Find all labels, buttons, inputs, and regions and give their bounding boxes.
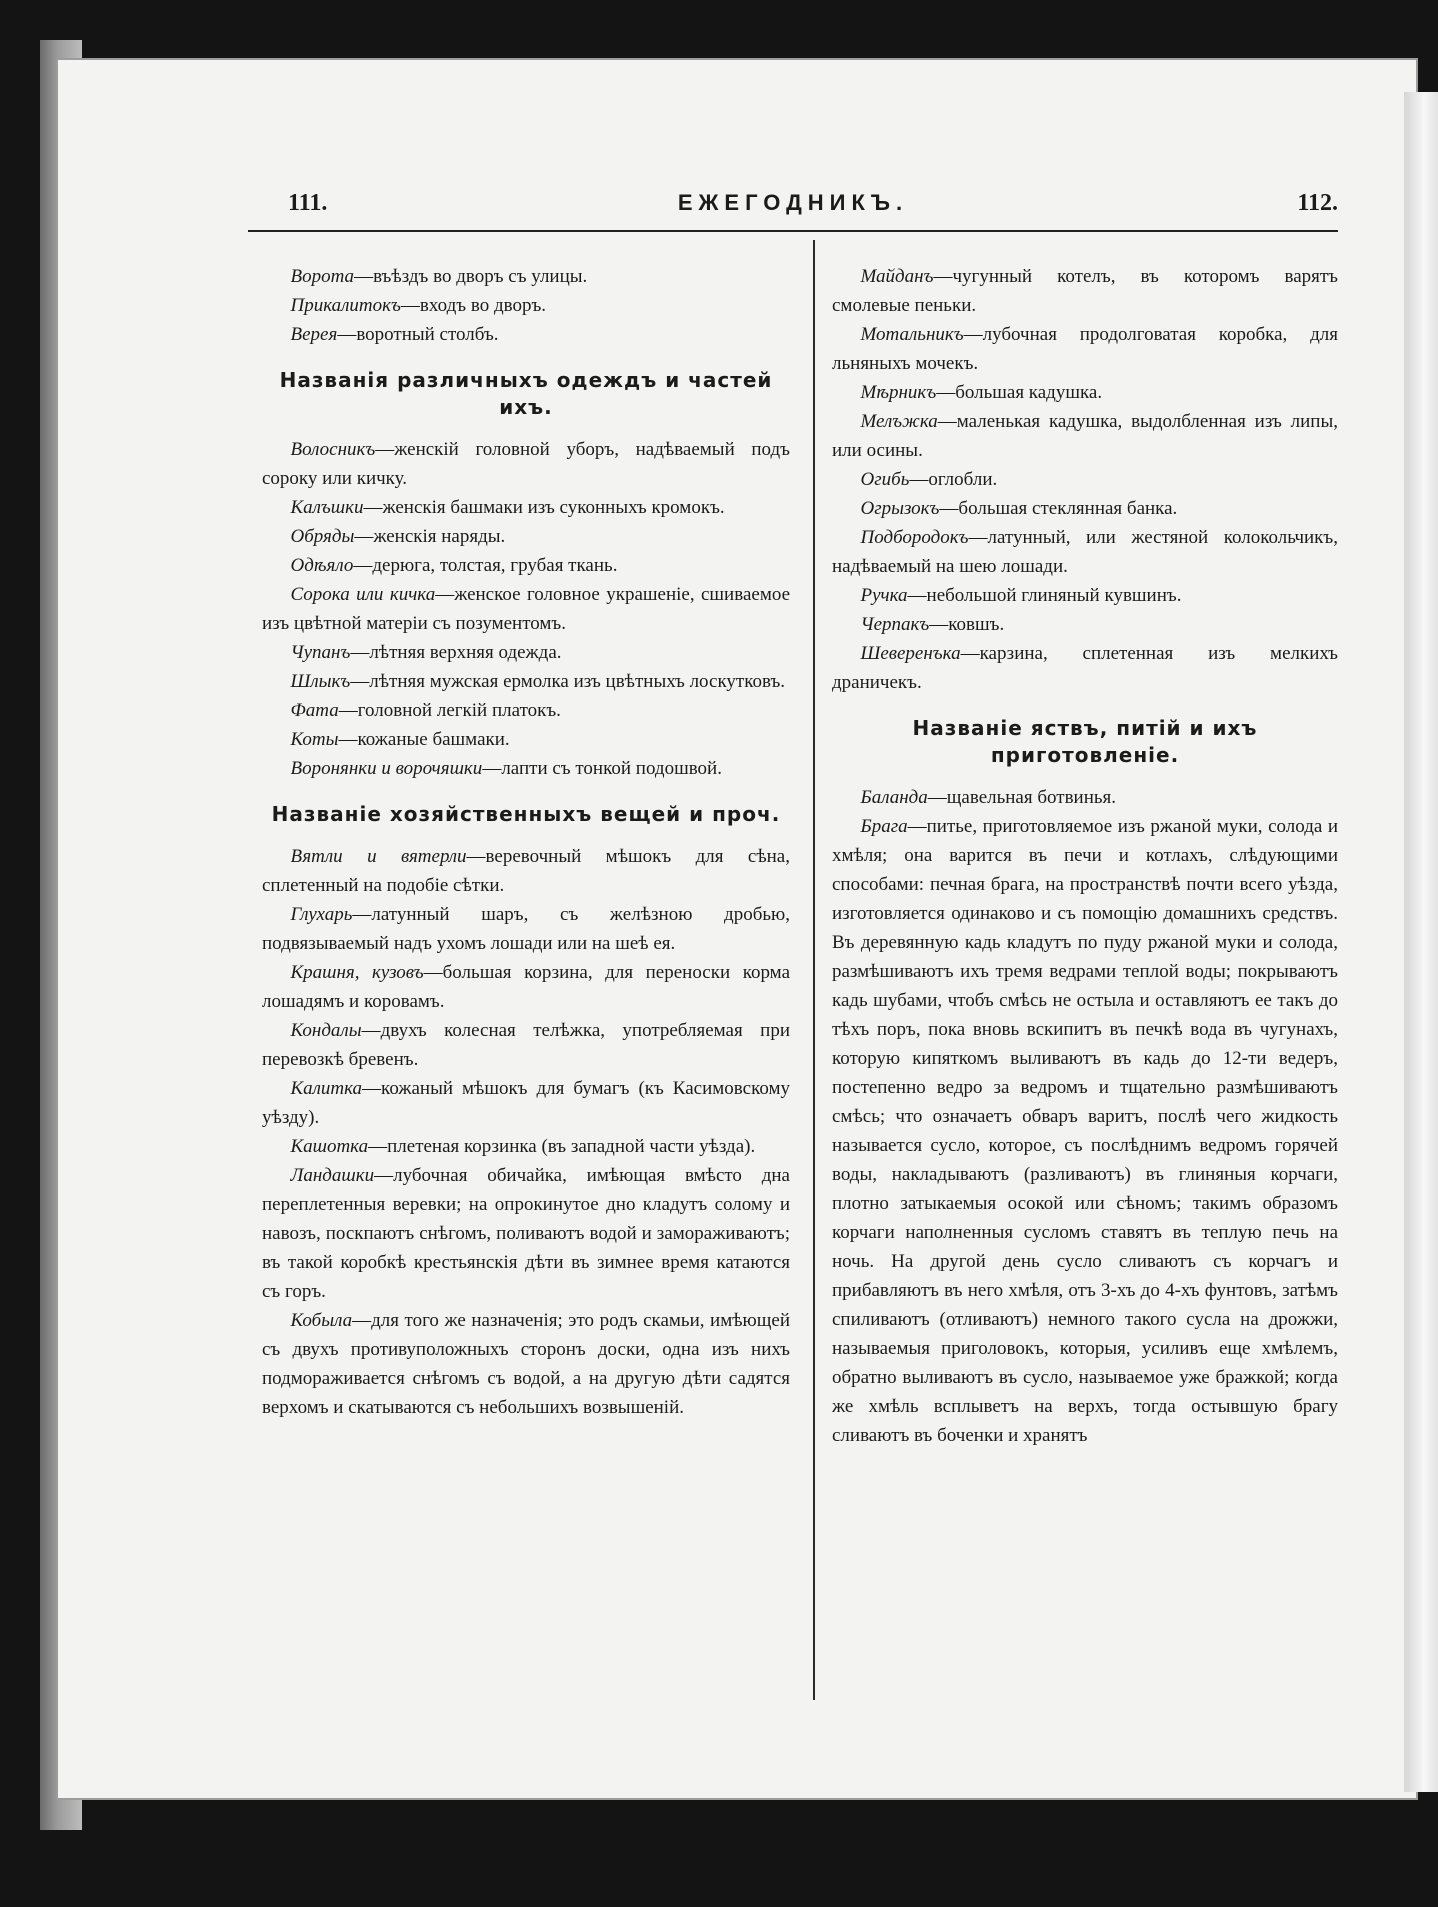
entry-definition: —женскія башмаки изъ суконныхъ кромокъ.	[363, 497, 725, 518]
section-heading: Названія различныхъ одеждъ и частей ихъ.	[279, 368, 773, 419]
entry-term: Обряды	[290, 526, 355, 547]
entry-definition: —плетеная корзинка (въ западной части уѣзда).	[368, 1136, 756, 1157]
entry-term: Шеверенъка	[860, 643, 961, 664]
entry-definition: —лѣтняя верхняя одежда.	[350, 642, 562, 663]
section-heading: Названіе яствъ, питій и ихъ приготовленіе.	[912, 716, 1258, 767]
entry-definition: —большая корзина, для переноски корма лошадямъ и коровамъ.	[262, 962, 791, 1012]
entry-definition: —щавельная ботвинья.	[927, 787, 1117, 808]
entry-term: Фата	[290, 700, 339, 721]
entry-definition: —большая стеклянная банка.	[939, 498, 1178, 519]
glossary-entry	[262, 667, 790, 696]
glossary-entry	[262, 580, 790, 638]
glossary-entry	[262, 1016, 790, 1074]
page-number-right: 112.	[1297, 190, 1338, 216]
entry-definition: —головной легкій платокъ.	[338, 700, 561, 721]
entry-definition: —женскій головной уборъ, надѣваемый подъ сороку или кичку.	[262, 439, 790, 489]
glossary-entry	[262, 493, 790, 522]
glossary-entry	[832, 639, 1338, 697]
entry-term: Огибь	[860, 469, 910, 490]
entry-term: Мѣрникъ	[860, 382, 937, 403]
glossary-entry	[262, 522, 790, 551]
entry-definition: —маленькая кадушка, выдолбленная изъ липы, или осины.	[832, 411, 1338, 461]
glossary-entry	[832, 262, 1338, 320]
entry-term: Глухарь	[290, 904, 353, 925]
glossary-entry	[262, 842, 790, 900]
entry-definition: —латунный шаръ, съ желѣзною дробью, подвязываемый надъ ухомъ лошади или на шеѣ ея.	[262, 904, 790, 954]
glossary-entry	[832, 523, 1338, 581]
entry-term: Мотальникъ	[860, 324, 964, 345]
entry-term: Кондалы	[290, 1020, 362, 1041]
glossary-entry	[262, 1161, 790, 1306]
entry-term: Прикалитокъ	[290, 295, 401, 316]
entry-term: Одѣяло	[290, 555, 354, 576]
entry-term: Ручка	[860, 585, 908, 606]
entry-term: Черпакъ	[860, 614, 930, 635]
entry-definition: —чугунный котелъ, въ которомъ варятъ смолевые пеньки.	[832, 266, 1338, 316]
glossary-entry	[832, 407, 1338, 465]
glossary-entry	[262, 551, 790, 580]
entry-definition: —оглобли.	[909, 469, 998, 490]
entry-definition: —лубочная продолговатая коробка, для льняныхъ мочекъ.	[832, 324, 1338, 374]
glossary-entry	[832, 812, 1338, 1450]
entry-term: Чупанъ	[290, 642, 351, 663]
entry-definition: —женскія наряды.	[354, 526, 506, 547]
glossary-entry	[262, 696, 790, 725]
header-rule	[248, 230, 1338, 232]
entry-definition: —большая кадушка.	[936, 382, 1103, 403]
glossary-entry	[832, 783, 1338, 812]
entry-term: Баланда	[860, 787, 928, 808]
entry-term: Сорока или кичка	[290, 584, 436, 605]
entry-term: Воронянки и ворочяшки	[290, 758, 483, 779]
entry-term: Майданъ	[860, 266, 934, 287]
entry-definition: —въѣздъ во дворъ съ улицы.	[354, 266, 588, 287]
glossary-entry	[262, 320, 790, 349]
entry-term: Волосникъ	[290, 439, 376, 460]
page-number-left: 111.	[288, 190, 328, 216]
right-column	[832, 262, 1338, 1450]
glossary-entry	[262, 1074, 790, 1132]
glossary-entry	[262, 754, 790, 783]
entry-term: Подбородокъ	[860, 527, 969, 548]
entry-definition: —женское головное украшеніе, сшиваемое изъ цвѣтной матеріи съ позументомъ.	[262, 584, 791, 634]
left-column	[262, 262, 790, 1422]
glossary-entry	[262, 435, 790, 493]
glossary-entry	[832, 610, 1338, 639]
glossary-entry	[262, 291, 790, 320]
entry-term: Огрызокъ	[860, 498, 940, 519]
glossary-entry	[262, 900, 790, 958]
entry-definition: —небольшой глиняный кувшинъ.	[907, 585, 1182, 606]
entry-definition: —карзина, сплетенная изъ мелкихъ драничекъ.	[832, 643, 1338, 693]
glossary-entry	[832, 320, 1338, 378]
entry-term: Кобыла	[290, 1310, 353, 1331]
glossary-entry	[262, 958, 790, 1016]
entry-definition: —воротный столбъ.	[337, 324, 499, 345]
entry-term: Кашотка	[290, 1136, 369, 1157]
section-heading: Названіе хозяйственныхъ вещей и проч.	[271, 802, 781, 826]
entry-definition: —питье, приготовляемое изъ ржаной муки, солода и хмѣля; она варится въ печи и котлахъ, слѣдующими способами: печная брага, на пространствѣ почти всего уѣзда, изготовляется одинаково и съ помощію домашнихъ средствъ. Въ деревянную кадь кладутъ по пуду ржаной муки и солода, размѣшиваютъ ихъ тремя ведрами теплой воды; покрываютъ кадь шубами, чтобъ смѣсь не остыла и оставляютъ ее такъ до тѣхъ поръ, пока вновь вскипитъ въ печкѣ вода въ чугунахъ, которую кипяткомъ выливаютъ въ кадь до 12-ти ведеръ, постепенно ведро за ведромъ и тщательно размѣшиваютъ смѣсь; что означаетъ обваръ варитъ, послѣ чего жидкость называется сусло, которое, съ послѣднимъ ведромъ горячей воды, накладываютъ (разливаютъ) въ глиняныя корчаги, плотно затыкаемыя осокой или сѣномъ; такимъ образомъ корчаги наполненныя сусломъ ставятъ въ теплую печь на ночь. На другой день сусло сливаютъ съ корчагъ и прибавляютъ въ него хмѣля, отъ 3-хъ до 4-хъ фунтовъ, затѣмъ спиливаютъ (отливаютъ) немного такого сусла на дрожжи, называемыя приголовокъ, которыя, усиливъ еще хмѣлемъ, обратно выливаютъ въ сусло, называемое уже бражкой; когда же хмѣль всплыветъ на верхъ, тогда остывшую брагу сливаютъ въ боченки и хранятъ	[832, 816, 1338, 1446]
running-title: ЕЖЕГОДНИКЪ.	[677, 190, 909, 215]
entry-definition: —лѣтняя мужская ермолка изъ цвѣтныхъ лоскутковъ.	[350, 671, 786, 692]
entry-term: Шлыкъ	[290, 671, 351, 692]
entry-term: Мелъжка	[860, 411, 938, 432]
column-divider	[813, 240, 815, 1700]
glossary-entry	[832, 378, 1338, 407]
entry-definition: —лапти съ тонкой подошвой.	[482, 758, 722, 779]
glossary-entry	[262, 262, 790, 291]
entry-definition: —для того же назначенія; это родъ скамьи, имѣющей съ двухъ противуположныхъ сторонъ доски, одна изъ нихъ подмораживается снѣгомъ съ водой, а на другую дѣти садятся верхомъ и скатываются съ небольшихъ возвышеній.	[262, 1310, 790, 1418]
glossary-entry	[262, 1132, 790, 1161]
entry-definition: —лубочная обичайка, имѣющая вмѣсто дна переплетенныя веревки; на опрокинутое дно кладутъ солому и навозъ, поскпаютъ снѣгомъ, поливаютъ водой и замораживаютъ; въ такой коробкѣ крестьянскія дѣти въ зимнее время катаются съ горъ.	[262, 1165, 790, 1302]
glossary-entry	[262, 638, 790, 667]
entry-term: Ландашки	[290, 1165, 375, 1186]
entry-definition: —кожаный мѣшокъ для бумагъ (къ Касимовскому уѣзду).	[262, 1078, 790, 1128]
entry-definition: —ковшъ.	[929, 614, 1005, 635]
entry-term: Вятли и вятерли	[290, 846, 467, 867]
glossary-entry	[262, 1306, 790, 1422]
glossary-entry	[832, 465, 1338, 494]
entry-term: Коты	[290, 729, 339, 750]
entry-definition: —дерюга, толстая, грубая ткань.	[353, 555, 618, 576]
entry-term: Калъшки	[290, 497, 364, 518]
entry-term: Крашня, кузовъ	[290, 962, 424, 983]
entry-term: Верея	[290, 324, 338, 345]
glossary-entry	[832, 581, 1338, 610]
entry-definition: —веревочный мѣшокъ для сѣна, сплетенный на подобіе сѣтки.	[262, 846, 790, 896]
book-right-edge	[1404, 92, 1438, 1792]
glossary-entry	[832, 494, 1338, 523]
entry-definition: —двухъ колесная телѣжка, употребляемая при перевозкѣ бревенъ.	[262, 1020, 790, 1070]
entry-term: Ворота	[290, 266, 355, 287]
entry-definition: —латунный, или жестяной колокольчикъ, надѣваемый на шею лошади.	[832, 527, 1338, 577]
entry-definition: —входъ во дворъ.	[400, 295, 547, 316]
entry-term: Калитка	[290, 1078, 363, 1099]
entry-term: Брага	[860, 816, 908, 837]
glossary-entry	[262, 725, 790, 754]
entry-definition: —кожаные башмаки.	[338, 729, 510, 750]
page-header	[248, 190, 1338, 230]
